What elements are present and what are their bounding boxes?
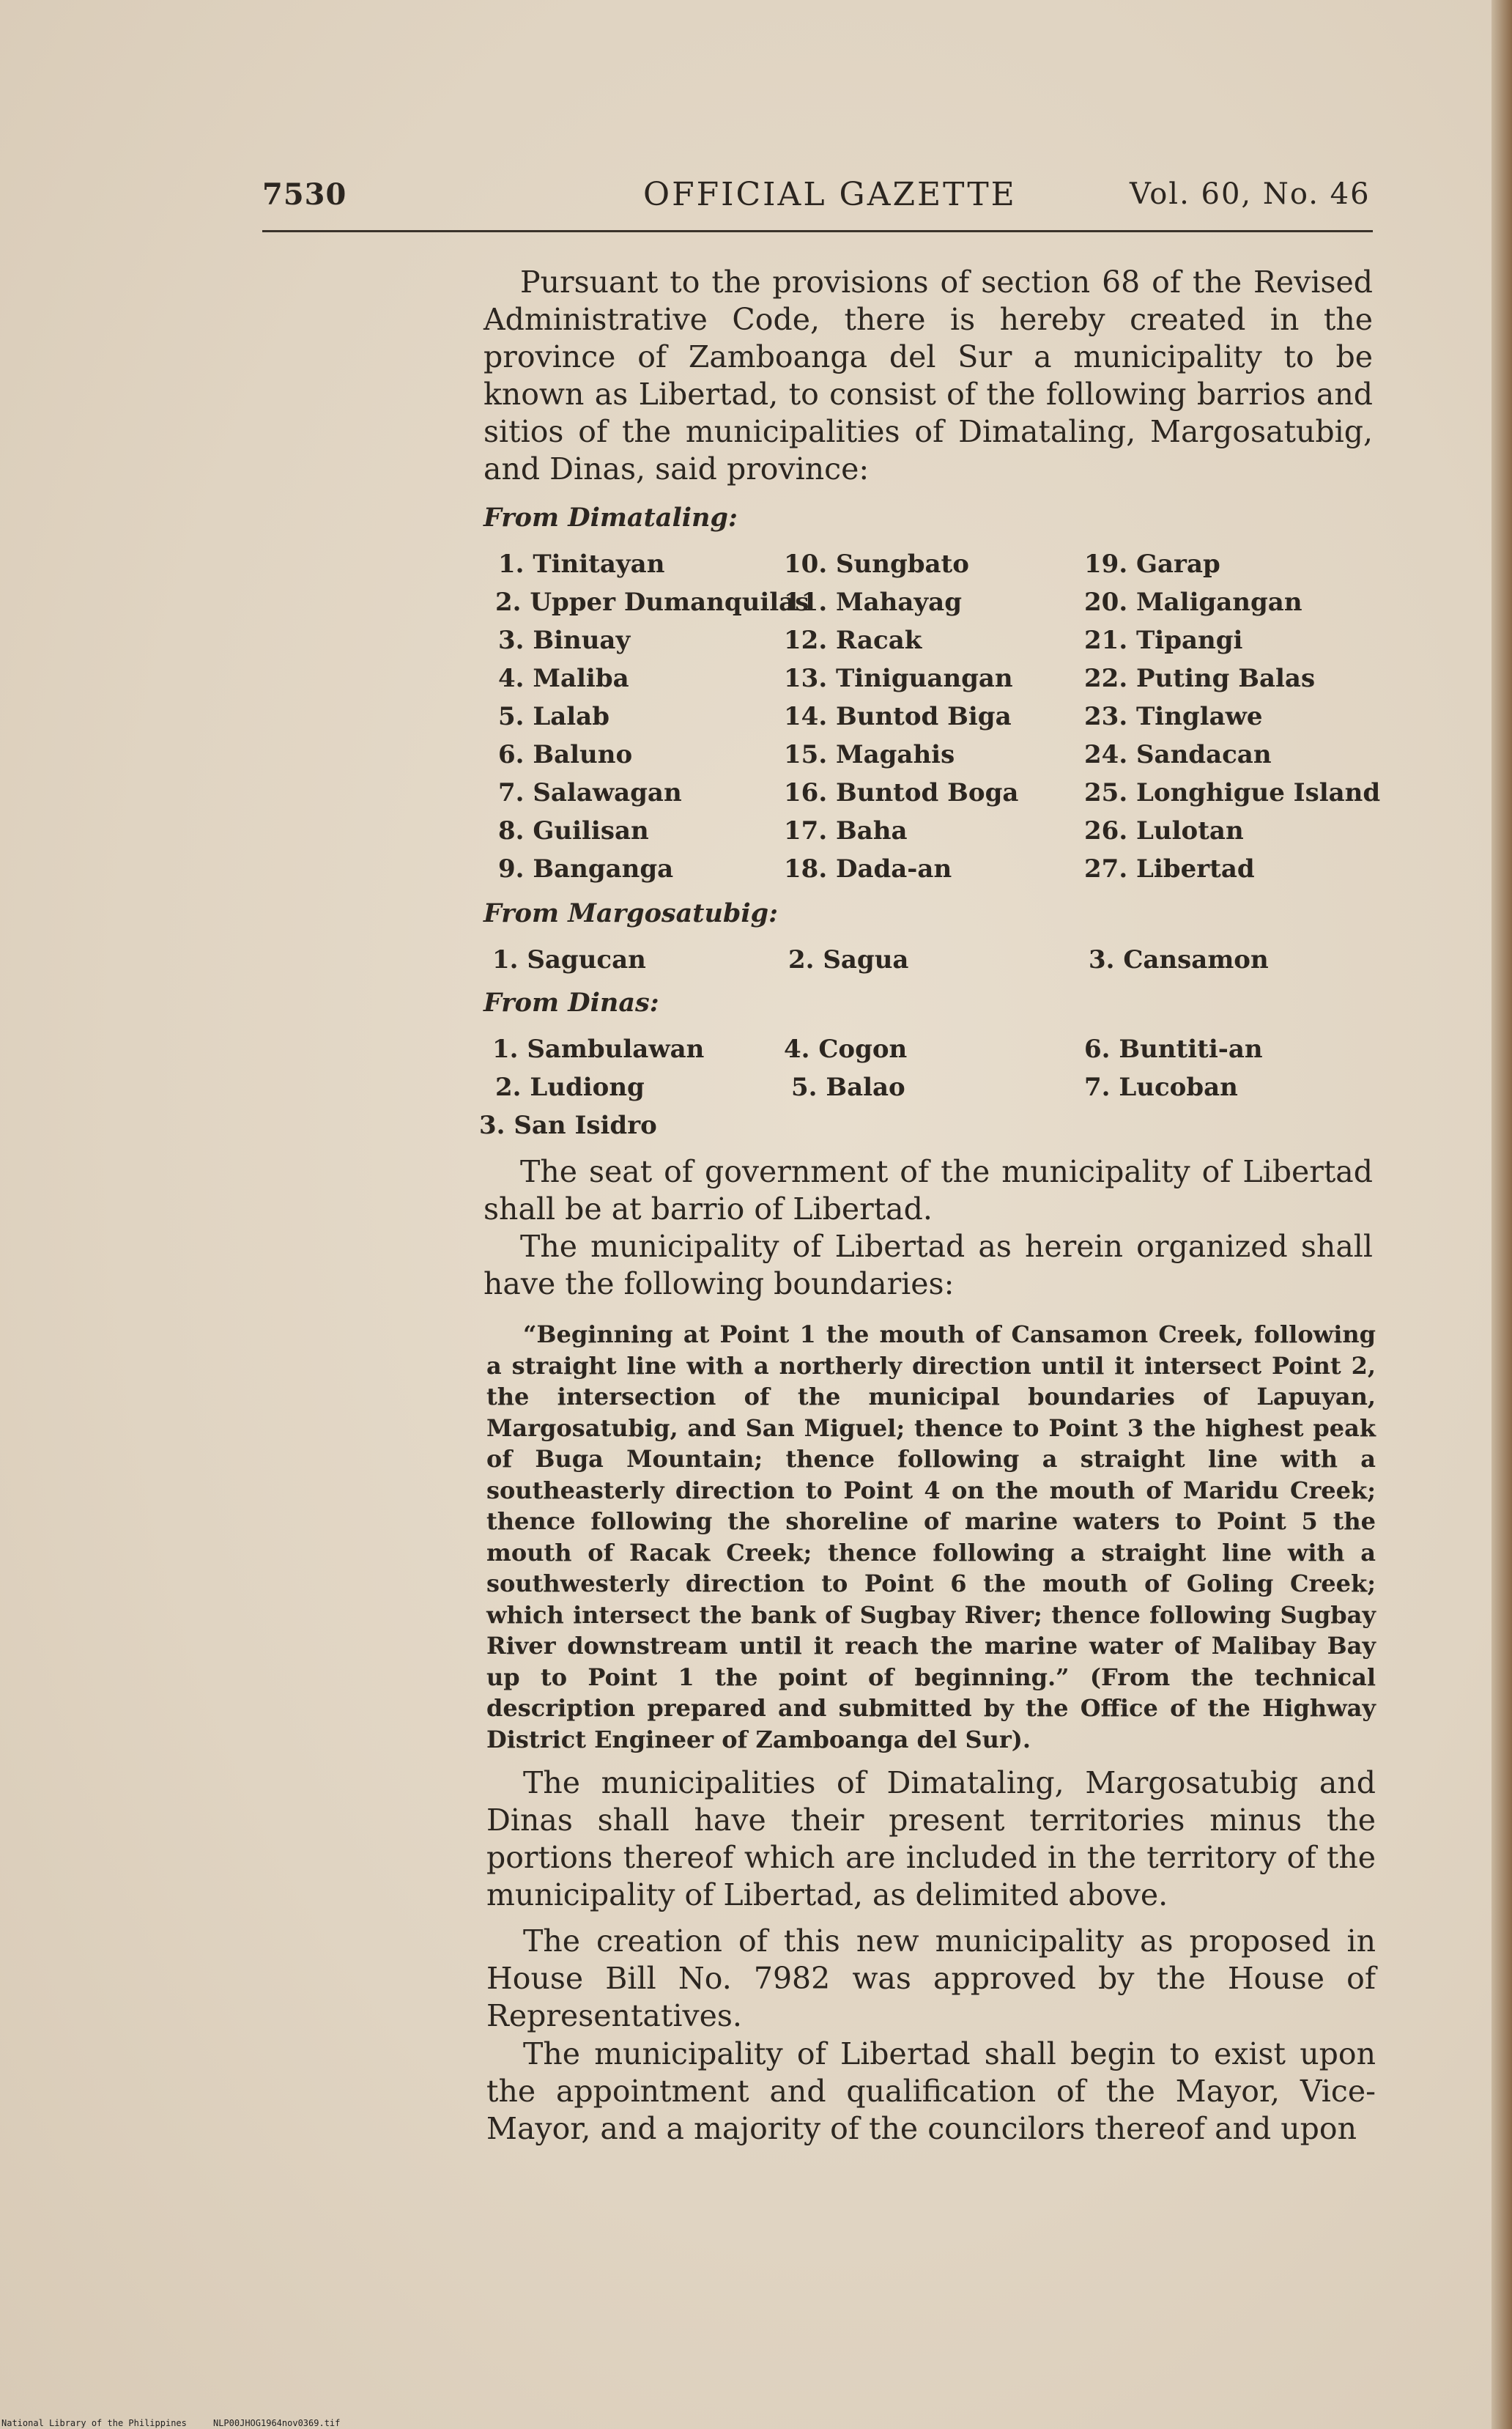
- list-item: 9. Banganga: [498, 854, 674, 884]
- list-item: 19. Garap: [1084, 550, 1220, 579]
- creation-paragraph: The creation of this new municipality as proposed in House Bill No. 7982 was approved by the House of Representatives.: [486, 1923, 1376, 2033]
- territories-paragraph: The municipalities of Dimataling, Margosatubig and Dinas shall have their present territories minus the portions thereof which are included in the territory of the municipality of Libertad, as delimited above.: [486, 1765, 1376, 1912]
- list-item: 3. Binuay: [498, 626, 631, 655]
- group-heading-dimataling: From Dimataling:: [483, 503, 738, 533]
- list-item: 8. Guilisan: [498, 816, 649, 846]
- list-item: 5. Lalab: [498, 702, 609, 731]
- list-item: 3. San Isidro: [479, 1111, 657, 1140]
- list-item: 27. Libertad: [1084, 854, 1255, 884]
- list-item: 25. Longhigue Island: [1084, 778, 1381, 807]
- page-number: 7530: [262, 177, 347, 212]
- list-item: 6. Buntiti-an: [1084, 1035, 1263, 1064]
- list-item: 24. Sandacan: [1084, 740, 1272, 769]
- list-item: 7. Lucoban: [1084, 1073, 1238, 1102]
- list-item: 11. Mahayag: [784, 588, 962, 617]
- boundaries-paragraph: The municipality of Libertad as herein organized shall have the following boundaries:: [483, 1229, 1373, 1301]
- list-item: 16. Buntod Boga: [784, 778, 1019, 807]
- list-item: 15. Magahis: [784, 740, 955, 769]
- list-item: 12. Racak: [784, 626, 922, 655]
- list-item: 2. Sagua: [788, 945, 909, 975]
- seat-paragraph: The seat of government of the municipality of Libertad shall be at barrio of Libertad.: [483, 1154, 1373, 1227]
- list-item: 10. Sungbato: [784, 550, 969, 579]
- list-item: 1. Tinitayan: [498, 550, 665, 579]
- list-item: 13. Tiniguangan: [784, 664, 1013, 693]
- page-edge-shadow: [1491, 0, 1512, 2429]
- list-item: 7. Salawagan: [498, 778, 682, 807]
- list-item: 26. Lulotan: [1084, 816, 1244, 846]
- list-item: 1. Sambulawan: [492, 1035, 705, 1064]
- existence-paragraph: The municipality of Libertad shall begin to exist upon the appointment and qualification of the Mayor, Vice-Mayor, and a majority of the councilors thereof and upon: [486, 2036, 1376, 2146]
- list-item: 1. Sagucan: [492, 945, 646, 975]
- list-item: 20. Maligangan: [1084, 588, 1302, 617]
- group-heading-dinas: From Dinas:: [483, 988, 659, 1018]
- header-rule: [262, 230, 1373, 232]
- scan-footer: National Library of the Philippines NLP00JHOG1964nov0369.tif: [1, 2418, 341, 2428]
- list-item: 3. Cansamon: [1089, 945, 1269, 975]
- intro-paragraph: Pursuant to the provisions of section 68 of the Revised Administrative Code, there is hereby created in the province of Zamboanga del Sur a municipality to be known as Libertad, to consist of the following barrios and sitios of the municipalities of Dimataling, Margosatubig, and Dinas, said province:: [483, 265, 1373, 487]
- publication-title: OFFICIAL GAZETTE: [643, 176, 1017, 213]
- group-heading-margosatubig: From Margosatubig:: [483, 898, 779, 928]
- list-item: 14. Buntod Biga: [784, 702, 1012, 731]
- list-item: 23. Tinglawe: [1084, 702, 1263, 731]
- list-item: 4. Maliba: [498, 664, 629, 693]
- list-item: 4. Cogon: [784, 1035, 908, 1064]
- volume-number: Vol. 60, No. 46: [1130, 177, 1371, 211]
- list-item: 18. Dada-an: [784, 854, 952, 884]
- list-item: 2. Upper Dumanquilas: [495, 588, 809, 617]
- boundary-description-quote: “Beginning at Point 1 the mouth of Cansamon Creek, following a straight line with a northerly direction until it intersect Point 2, the intersection of the municipal boundaries of Lapuyan, Margosatubig, and San Miguel; thence to Point 3 the highest peak of Buga Mountain; thence following a straight line with a southeasterly direction to Point 4 on the mouth of Maridu Creek; thence following the shoreline of marine waters to Point 5 the mouth of Racak Creek; thence following a straight line with a southwesterly direction to Point 6 the mouth of Goling Creek; which intersect the bank of Sugbay River; thence following Sugbay River downstream until it reach the marine water of Malibay Bay up to Point 1 the point of beginning.” (From the technical description prepared and submitted by the Office of the Highway District Engineer of Zamboanga del Sur).: [486, 1320, 1376, 1753]
- list-item: 17. Baha: [784, 816, 908, 846]
- list-item: 6. Baluno: [498, 740, 633, 769]
- list-item: 2. Ludiong: [495, 1073, 645, 1102]
- list-item: 5. Balao: [791, 1073, 905, 1102]
- list-item: 21. Tipangi: [1084, 626, 1243, 655]
- list-item: 22. Puting Balas: [1084, 664, 1316, 693]
